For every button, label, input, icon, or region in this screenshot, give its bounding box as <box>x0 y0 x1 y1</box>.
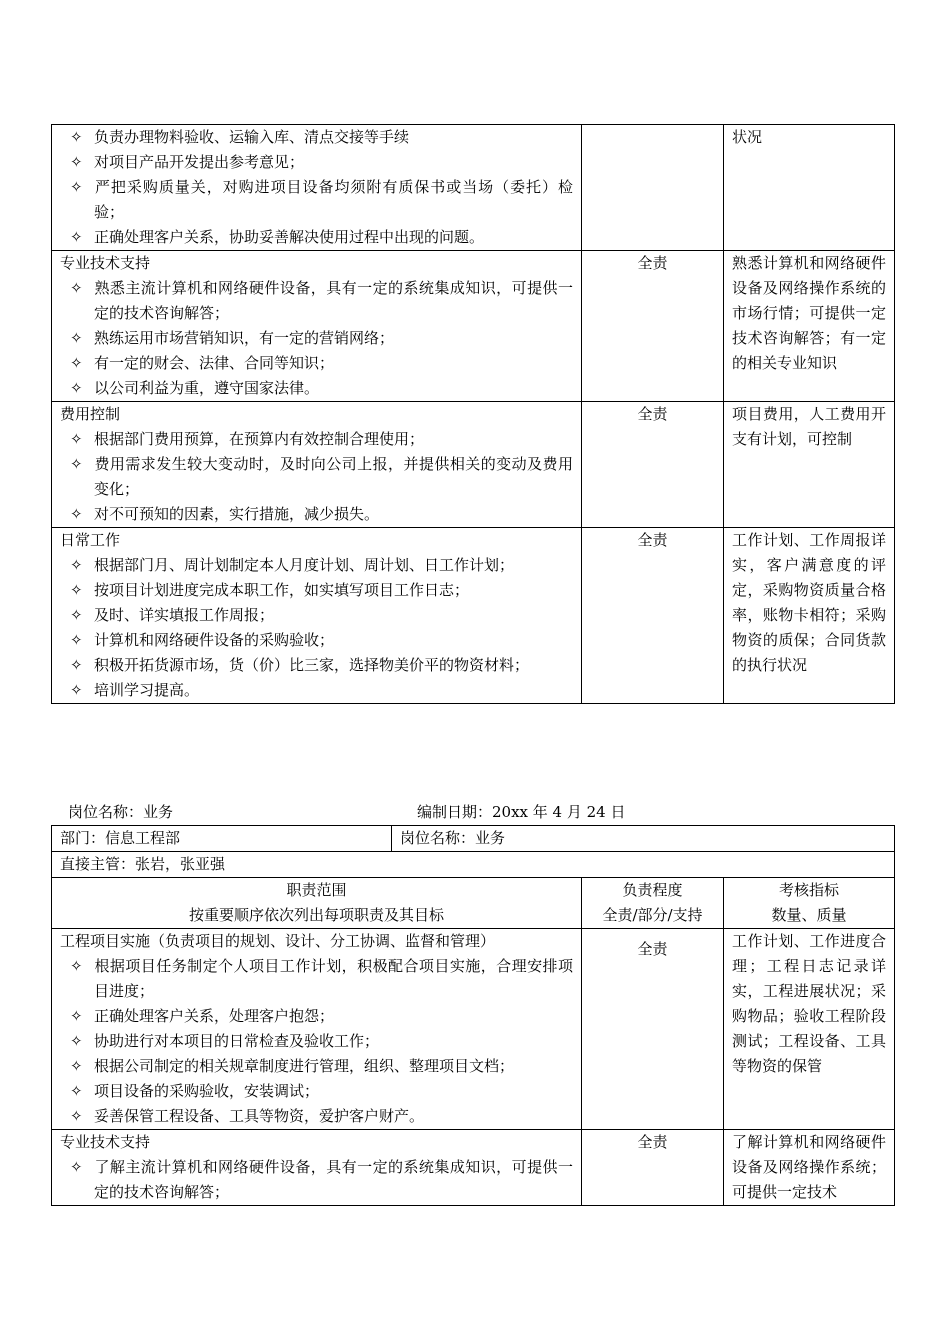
diamond-bullet-icon: ✧ <box>70 1158 83 1176</box>
post-cell: 岗位名称：业务 <box>392 826 895 852</box>
compile-date: 编制日期：20xx 年 4 月 24 日 <box>417 803 626 821</box>
degree-cell: 全责 <box>582 402 724 528</box>
kpi-cell: 工作计划、工作进度合理；工程日志记录详实，工程进展状况；采购物品；验收工程阶段测试；工程设备、工具等物资的保管 <box>724 929 895 1130</box>
degree-cell: 全责 <box>582 1130 724 1206</box>
list-item: ✧ 对不可预知的因素，实行措施，减少损失。 <box>60 502 573 527</box>
diamond-bullet-icon: ✧ <box>70 329 83 347</box>
column-header-degree: 负责程度 全责/部分/支持 <box>582 878 724 929</box>
diamond-bullet-icon: ✧ <box>70 631 83 649</box>
duty-cell <box>52 125 582 251</box>
table-row <box>52 929 895 1130</box>
table-row <box>52 852 895 878</box>
diamond-bullet-icon: ✧ <box>70 1107 83 1125</box>
list-item: ✧ 计算机和网络硬件设备的采购验收； <box>60 628 573 653</box>
table-header-row <box>52 878 895 929</box>
duty-cell <box>52 929 582 1130</box>
list-item: ✧ 了解主流计算机和网络硬件设备，具有一定的系统集成知识，可提供一定的技术咨询解答； <box>60 1155 573 1205</box>
duty-cell <box>52 251 582 402</box>
duty-heading: 专业技术支持 <box>60 1133 151 1151</box>
list-item: ✧ 正确处理客户关系，协助妥善解决使用过程中出现的问题。 <box>60 225 573 250</box>
diamond-bullet-icon: ✧ <box>70 1007 83 1025</box>
diamond-bullet-icon: ✧ <box>70 430 83 448</box>
duty-cell <box>52 1130 582 1206</box>
diamond-bullet-icon: ✧ <box>70 656 83 674</box>
list-item: ✧ 以公司利益为重，遵守国家法律。 <box>60 376 573 401</box>
table-row <box>52 125 895 251</box>
form-header <box>68 800 894 825</box>
diamond-bullet-icon: ✧ <box>70 556 83 574</box>
diamond-bullet-icon: ✧ <box>70 455 83 473</box>
table-row <box>52 251 895 402</box>
degree-cell: 全责 <box>582 251 724 402</box>
list-item: ✧ 按项目计划进度完成本职工作，如实填写项目工作日志； <box>60 578 573 603</box>
column-header-kpi: 考核指标 数量、质量 <box>724 878 895 929</box>
table-row <box>52 402 895 528</box>
kpi-cell: 状况 <box>724 125 895 251</box>
list-item: ✧ 有一定的财会、法律、合同等知识； <box>60 351 573 376</box>
diamond-bullet-icon: ✧ <box>70 1032 83 1050</box>
list-item: ✧ 负责办理物料验收、运输入库、清点交接等手续 <box>60 125 573 150</box>
duty-cell <box>52 528 582 704</box>
list-item: ✧ 根据项目任务制定个人项目工作计划，积极配合项目实施，合理安排项目进度； <box>60 954 573 1004</box>
degree-cell: 全责 <box>582 528 724 704</box>
list-item: ✧ 根据部门费用预算，在预算内有效控制合理使用； <box>60 427 573 452</box>
list-item: ✧ 协助进行对本项目的日常检查及验收工作； <box>60 1029 573 1054</box>
diamond-bullet-icon: ✧ <box>70 128 83 146</box>
diamond-bullet-icon: ✧ <box>70 379 83 397</box>
diamond-bullet-icon: ✧ <box>70 606 83 624</box>
duty-cell <box>52 402 582 528</box>
duty-heading: 费用控制 <box>60 405 121 423</box>
list-item: ✧ 费用需求发生较大变动时，及时向公司上报，并提供相关的变动及费用变化； <box>60 452 573 502</box>
list-item: ✧ 熟练运用市场营销知识，有一定的营销网络； <box>60 326 573 351</box>
list-item: ✧ 及时、详实填报工作周报； <box>60 603 573 628</box>
diamond-bullet-icon: ✧ <box>70 279 83 297</box>
table-row <box>52 528 895 704</box>
diamond-bullet-icon: ✧ <box>70 581 83 599</box>
diamond-bullet-icon: ✧ <box>70 178 83 196</box>
list-item: ✧ 严把采购质量关，对购进项目设备均须附有质保书或当场（委托）检验； <box>60 175 573 225</box>
department-cell: 部门：信息工程部 <box>52 826 392 852</box>
list-item: ✧ 培训学习提高。 <box>60 678 573 703</box>
list-item: ✧ 正确处理客户关系，处理客户抱怨； <box>60 1004 573 1029</box>
supervisor-cell: 直接主管：张岩，张亚强 <box>52 852 895 878</box>
degree-cell: 全责 <box>582 929 724 1130</box>
diamond-bullet-icon: ✧ <box>70 153 83 171</box>
diamond-bullet-icon: ✧ <box>70 505 83 523</box>
list-item: ✧ 积极开拓货源市场，货（价）比三家，选择物美价平的物资材料； <box>60 653 573 678</box>
post-title-label: 岗位名称：业务 <box>68 803 174 821</box>
kpi-cell: 熟悉计算机和网络硬件设备及网络操作系统的市场行情；可提供一定技术咨询解答；有一定的相关专业知识 <box>724 251 895 402</box>
table-row <box>52 1130 895 1206</box>
list-item: ✧ 熟悉主流计算机和网络硬件设备，具有一定的系统集成知识，可提供一定的技术咨询解答； <box>60 276 573 326</box>
kpi-cell: 了解计算机和网络硬件设备及网络操作系统；可提供一定技术 <box>724 1130 895 1206</box>
kpi-cell: 项目费用，人工费用开支有计划，可控制 <box>724 402 895 528</box>
kpi-cell: 工作计划、工作周报详实，客户满意度的评定，采购物资质量合格率，账物卡相符；采购物资的质保；合同货款的执行状况 <box>724 528 895 704</box>
list-item: ✧ 根据部门月、周计划制定本人月度计划、周计划、日工作计划； <box>60 553 573 578</box>
list-item: ✧ 项目设备的采购验收，安装调试； <box>60 1079 573 1104</box>
duty-heading: 日常工作 <box>60 531 121 549</box>
list-item: ✧ 根据公司制定的相关规章制度进行管理，组织、整理项目文档； <box>60 1054 573 1079</box>
diamond-bullet-icon: ✧ <box>70 957 83 975</box>
duties-table-continued <box>51 124 895 704</box>
diamond-bullet-icon: ✧ <box>70 1082 83 1100</box>
column-header-duties: 职责范围 按重要顺序依次列出每项职责及其目标 <box>52 878 582 929</box>
diamond-bullet-icon: ✧ <box>70 1057 83 1075</box>
list-item: ✧ 对项目产品开发提出参考意见； <box>60 150 573 175</box>
diamond-bullet-icon: ✧ <box>70 228 83 246</box>
list-item: ✧ 妥善保管工程设备、工具等物资，爱护客户财产。 <box>60 1104 573 1129</box>
table-row <box>52 826 895 852</box>
degree-cell <box>582 125 724 251</box>
job-description-table <box>51 825 895 1206</box>
duty-heading: 专业技术支持 <box>60 254 151 272</box>
diamond-bullet-icon: ✧ <box>70 354 83 372</box>
diamond-bullet-icon: ✧ <box>70 681 83 699</box>
duty-heading: 工程项目实施（负责项目的规划、设计、分工协调、监督和管理） <box>60 932 496 950</box>
